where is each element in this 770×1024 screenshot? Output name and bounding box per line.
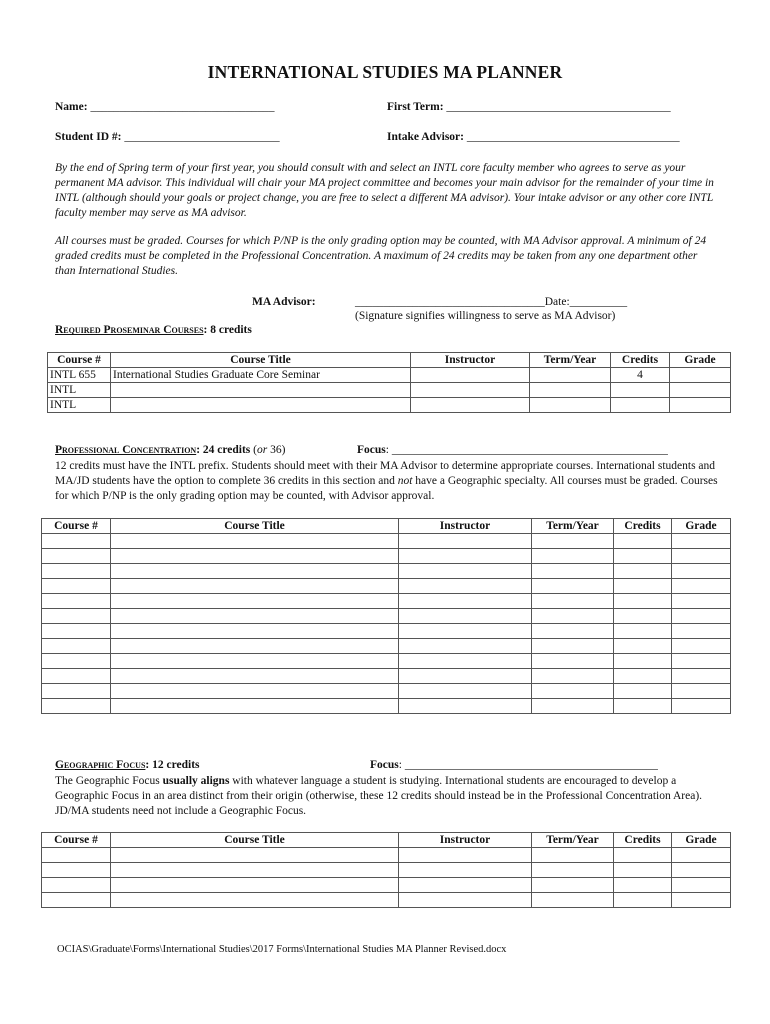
- cell-course-title[interactable]: [111, 878, 399, 893]
- cell-course-title[interactable]: [111, 654, 399, 669]
- cell-credits[interactable]: [614, 639, 672, 654]
- cell-grade[interactable]: [672, 609, 731, 624]
- cell-course-title[interactable]: [111, 564, 399, 579]
- intro-paragraph-grading: All courses must be graded. Courses for which P/NP is the only grading option may be counted, with MA Advisor approval. A minimum of 24 graded credits must be completed in the Professional Concentration. A maximum of 24 credits may be taken from any one department other than International Studies.: [55, 235, 707, 277]
- col-course-number: Course #: [48, 353, 111, 368]
- cell-instructor[interactable]: [399, 534, 532, 549]
- table-row: [42, 609, 731, 624]
- intake-advisor-label: Intake Advisor:: [387, 131, 464, 143]
- cell-course-title[interactable]: [111, 534, 399, 549]
- table-row: [48, 398, 731, 413]
- cell-term-year[interactable]: [532, 699, 614, 714]
- cell-instructor[interactable]: [399, 639, 532, 654]
- cell-term-year[interactable]: [532, 534, 614, 549]
- cell-term-year[interactable]: [532, 639, 614, 654]
- cell-credits[interactable]: [614, 579, 672, 594]
- page-title: INTERNATIONAL STUDIES MA PLANNER: [207, 62, 563, 82]
- cell-credits[interactable]: [614, 549, 672, 564]
- student-id-label: Student ID #:: [55, 131, 122, 143]
- cell-course-number[interactable]: INTL: [48, 398, 111, 413]
- table-header-row: [48, 353, 731, 368]
- cell-course-title[interactable]: [111, 383, 411, 398]
- cell-course-title[interactable]: [111, 684, 399, 699]
- cell-term-year[interactable]: [532, 564, 614, 579]
- professional-table: [41, 518, 731, 714]
- cell-term-year[interactable]: [530, 398, 611, 413]
- cell-grade[interactable]: [672, 594, 731, 609]
- table-row: [48, 383, 731, 398]
- professional-focus-field[interactable]: [357, 444, 668, 456]
- intake-advisor-line[interactable]: _____________________________________: [466, 131, 680, 143]
- intro-paragraph-advisor: By the end of Spring term of your first year, you should consult with and select an INTL core faculty member who agrees to serve as your permanent MA advisor. This individual will chair your MA project committee and becomes your main advisor for the remainder of your time in INTL (although should your goals or project change, you are free to select a different MA advisor). Your intake advisor or any other core INTL faculty member may serve as MA advisor.: [55, 162, 714, 219]
- cell-term-year[interactable]: [532, 684, 614, 699]
- cell-instructor[interactable]: [399, 893, 532, 908]
- professional-heading-text: Professional Concentration: [55, 444, 197, 456]
- professional-heading: [55, 444, 285, 456]
- cell-course-title[interactable]: [111, 624, 399, 639]
- first-term-field[interactable]: [387, 101, 671, 113]
- geographic-focus-line[interactable]: : ____________________________________________: [398, 759, 658, 771]
- cell-course-title[interactable]: [111, 398, 411, 413]
- cell-course-number[interactable]: [42, 639, 111, 654]
- col-grade: Grade: [670, 353, 731, 368]
- ma-advisor-signature-note: (Signature signifies willingness to serve as MA Advisor): [355, 310, 616, 322]
- cell-credits[interactable]: [614, 654, 672, 669]
- cell-term-year[interactable]: [530, 368, 611, 383]
- cell-credits[interactable]: [614, 669, 672, 684]
- cell-credits[interactable]: [614, 699, 672, 714]
- professional-credits-alt-rest: 36): [267, 444, 286, 456]
- name-field[interactable]: [55, 101, 274, 113]
- col-credits: Credits: [614, 833, 672, 848]
- cell-credits[interactable]: [614, 594, 672, 609]
- cell-grade[interactable]: [672, 654, 731, 669]
- cell-instructor[interactable]: [411, 398, 530, 413]
- cell-grade[interactable]: [672, 639, 731, 654]
- geographic-focus-field[interactable]: [370, 759, 658, 771]
- cell-term-year[interactable]: [530, 383, 611, 398]
- cell-instructor[interactable]: [399, 669, 532, 684]
- cell-credits[interactable]: [614, 564, 672, 579]
- cell-instructor[interactable]: [399, 878, 532, 893]
- cell-grade[interactable]: [670, 368, 731, 383]
- cell-course-title[interactable]: [111, 863, 399, 878]
- geographic-table: [41, 832, 731, 908]
- cell-instructor[interactable]: [411, 368, 530, 383]
- cell-course-number[interactable]: [42, 594, 111, 609]
- cell-course-title[interactable]: [111, 893, 399, 908]
- cell-course-number[interactable]: [42, 624, 111, 639]
- col-grade: Grade: [672, 519, 731, 534]
- col-course-title: Course Title: [111, 833, 399, 848]
- cell-course-number[interactable]: [42, 893, 111, 908]
- professional-description: [55, 459, 720, 504]
- cell-term-year[interactable]: [532, 878, 614, 893]
- professional-credits: : 24 credits: [196, 444, 251, 456]
- col-grade: Grade: [672, 833, 731, 848]
- professional-focus-line[interactable]: : ________________________________________________: [385, 444, 668, 456]
- cell-credits[interactable]: [614, 848, 672, 863]
- table-row: [42, 639, 731, 654]
- cell-instructor[interactable]: [411, 383, 530, 398]
- ma-advisor-signature-line[interactable]: _________________________________Date:__________: [355, 296, 628, 308]
- col-credits: Credits: [614, 519, 672, 534]
- col-instructor: Instructor: [411, 353, 530, 368]
- cell-instructor[interactable]: [399, 564, 532, 579]
- cell-instructor[interactable]: [399, 699, 532, 714]
- proseminar-credits: : 8 credits: [203, 324, 252, 336]
- cell-instructor[interactable]: [399, 848, 532, 863]
- cell-term-year[interactable]: [532, 579, 614, 594]
- cell-course-number[interactable]: [42, 848, 111, 863]
- geographic-description-text: The Geographic Focus: [55, 775, 163, 787]
- cell-course-title[interactable]: [111, 594, 399, 609]
- cell-grade[interactable]: [672, 699, 731, 714]
- cell-credits[interactable]: [614, 893, 672, 908]
- student-id-field[interactable]: [55, 131, 280, 143]
- col-course-number: Course #: [42, 833, 111, 848]
- cell-grade[interactable]: [672, 878, 731, 893]
- table-row: [42, 564, 731, 579]
- cell-grade[interactable]: [672, 893, 731, 908]
- cell-grade[interactable]: [672, 684, 731, 699]
- col-course-number: Course #: [42, 519, 111, 534]
- table-row: [42, 594, 731, 609]
- table-row: [42, 699, 731, 714]
- table-row: [42, 549, 731, 564]
- cell-course-title[interactable]: [111, 549, 399, 564]
- cell-grade[interactable]: [672, 669, 731, 684]
- first-term-label: First Term:: [387, 101, 444, 113]
- cell-grade[interactable]: [672, 534, 731, 549]
- name-label: Name:: [55, 101, 88, 113]
- professional-description-text-2: have a Geographic specialty. All courses must be graded. Courses for which P/NP is the only grading option may be counted, with Advisor approval.: [55, 475, 718, 502]
- cell-credits[interactable]: 4: [611, 368, 670, 383]
- proseminar-heading-text: Required Proseminar Courses: [55, 324, 204, 336]
- geographic-description: [55, 774, 720, 819]
- table-row: [48, 368, 731, 383]
- cell-course-number[interactable]: [42, 564, 111, 579]
- table-row: [42, 624, 731, 639]
- cell-grade[interactable]: [672, 579, 731, 594]
- col-instructor: Instructor: [399, 833, 532, 848]
- table-row: [42, 863, 731, 878]
- table-row: [42, 878, 731, 893]
- table-header-row: [42, 833, 731, 848]
- cell-term-year[interactable]: [532, 654, 614, 669]
- cell-grade[interactable]: [672, 549, 731, 564]
- cell-term-year[interactable]: [532, 624, 614, 639]
- table-row: [42, 534, 731, 549]
- table-row: [42, 893, 731, 908]
- cell-course-title[interactable]: [111, 579, 399, 594]
- col-credits: Credits: [611, 353, 670, 368]
- cell-course-number[interactable]: INTL 655: [48, 368, 111, 383]
- cell-credits[interactable]: [614, 534, 672, 549]
- geographic-heading-text: Geographic Focus: [55, 759, 146, 771]
- cell-course-number[interactable]: [42, 549, 111, 564]
- cell-course-title[interactable]: International Studies Graduate Core Seminar: [111, 368, 411, 383]
- professional-focus-label: Focus: [357, 444, 386, 456]
- col-course-title: Course Title: [111, 519, 399, 534]
- cell-course-number[interactable]: [42, 863, 111, 878]
- intake-advisor-field[interactable]: [387, 131, 680, 143]
- cell-course-number[interactable]: [42, 609, 111, 624]
- cell-instructor[interactable]: [399, 654, 532, 669]
- geographic-description-bold: usually aligns: [162, 775, 230, 787]
- geographic-focus-label: Focus: [370, 759, 399, 771]
- cell-course-title[interactable]: [111, 609, 399, 624]
- cell-instructor[interactable]: [399, 684, 532, 699]
- cell-course-title[interactable]: [111, 639, 399, 654]
- col-term-year: Term/Year: [532, 833, 614, 848]
- cell-term-year[interactable]: [532, 669, 614, 684]
- cell-term-year[interactable]: [532, 594, 614, 609]
- cell-grade[interactable]: [672, 848, 731, 863]
- proseminar-heading: [55, 324, 252, 336]
- first-term-line[interactable]: _______________________________________: [446, 101, 671, 113]
- col-course-title: Course Title: [111, 353, 411, 368]
- cell-credits[interactable]: [614, 684, 672, 699]
- table-row: [42, 669, 731, 684]
- cell-grade[interactable]: [672, 624, 731, 639]
- cell-grade[interactable]: [672, 564, 731, 579]
- cell-grade[interactable]: [670, 398, 731, 413]
- col-instructor: Instructor: [399, 519, 532, 534]
- footer-file-path: OCIAS\Graduate\Forms\International Studies\2017 Forms\International Studies MA Planner Revised.docx: [57, 944, 507, 955]
- cell-course-number[interactable]: [42, 684, 111, 699]
- geographic-description-text-2: with whatever language a student is studying. International students are encouraged to develop a Geographic Focus in an area distinct from their origin (otherwise, these 12 credits should instead be in the Professional Concentration Area). JD/MA students need not include a Geographic Focus.: [55, 775, 703, 817]
- cell-course-number[interactable]: INTL: [48, 383, 111, 398]
- cell-course-number[interactable]: [42, 878, 111, 893]
- col-term-year: Term/Year: [530, 353, 611, 368]
- proseminar-table: [47, 352, 731, 413]
- professional-description-not: not: [397, 475, 413, 487]
- geographic-heading: [55, 759, 200, 771]
- table-row: [42, 848, 731, 863]
- table-header-row: [42, 519, 731, 534]
- cell-course-title[interactable]: [111, 848, 399, 863]
- cell-term-year[interactable]: [532, 609, 614, 624]
- student-id-line[interactable]: ___________________________: [124, 131, 280, 143]
- table-row: [42, 654, 731, 669]
- cell-course-number[interactable]: [42, 654, 111, 669]
- cell-course-number[interactable]: [42, 669, 111, 684]
- professional-credits-alt-or: or: [257, 444, 268, 456]
- name-line[interactable]: ________________________________: [90, 101, 275, 113]
- cell-course-number[interactable]: [42, 699, 111, 714]
- professional-credits-alt-open: (: [250, 444, 258, 456]
- cell-term-year[interactable]: [532, 863, 614, 878]
- cell-instructor[interactable]: [399, 624, 532, 639]
- cell-term-year[interactable]: [532, 893, 614, 908]
- cell-course-number[interactable]: [42, 579, 111, 594]
- ma-advisor-label: MA Advisor:: [252, 296, 316, 308]
- cell-credits[interactable]: [614, 878, 672, 893]
- cell-instructor[interactable]: [399, 609, 532, 624]
- cell-course-number[interactable]: [42, 534, 111, 549]
- col-term-year: Term/Year: [532, 519, 614, 534]
- cell-instructor[interactable]: [399, 579, 532, 594]
- cell-instructor[interactable]: [399, 594, 532, 609]
- cell-term-year[interactable]: [532, 848, 614, 863]
- cell-grade[interactable]: [672, 863, 731, 878]
- cell-course-title[interactable]: [111, 669, 399, 684]
- table-row: [42, 684, 731, 699]
- geographic-credits: : 12 credits: [145, 759, 200, 771]
- table-row: [42, 579, 731, 594]
- cell-course-title[interactable]: [111, 699, 399, 714]
- cell-instructor[interactable]: [399, 863, 532, 878]
- cell-instructor[interactable]: [399, 549, 532, 564]
- cell-credits[interactable]: [611, 383, 670, 398]
- cell-credits[interactable]: [614, 863, 672, 878]
- cell-credits[interactable]: [614, 624, 672, 639]
- cell-credits[interactable]: [611, 398, 670, 413]
- cell-term-year[interactable]: [532, 549, 614, 564]
- cell-grade[interactable]: [670, 383, 731, 398]
- cell-credits[interactable]: [614, 609, 672, 624]
- professional-description-text: 12 credits must have the INTL prefix. Students should meet with their MA Advisor to determine appropriate courses. International students and MA/JD students have the option to complete 36 credits in this section and: [55, 460, 716, 487]
